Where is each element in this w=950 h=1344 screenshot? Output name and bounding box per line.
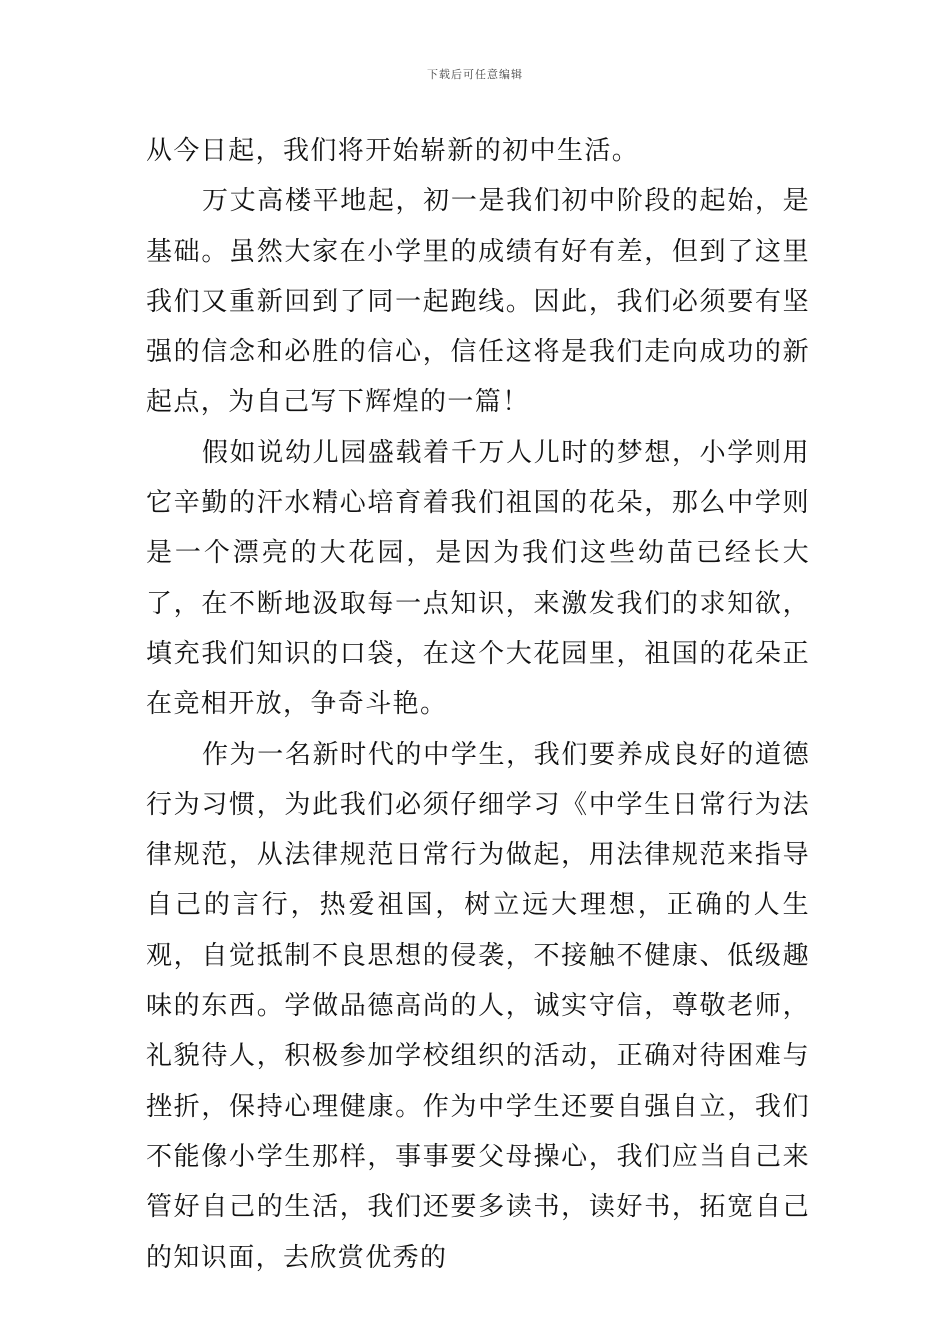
document-body bbox=[146, 126, 810, 1283]
paragraph-4: 作为一名新时代的中学生，我们要养成良好的道德行为习惯，为此我们必须仔细学习《中学生日常行为法律规范，从法律规范日常行为做起，用法律规范来指导自己的言行，热爱祖国，树立远大理想，正确的人生观，自觉抵制不良思想的侵袭，不接触不健康、低级趣味的东西。学做品德高尚的人，诚实守信，尊敬老师，礼貌待人，积极参加学校组织的活动，正确对待困难与挫折，保持心理健康。作为中学生还要自强自立，我们不能像小学生那样，事事要父母操心，我们应当自己来管好自己的生活，我们还要多读书，读好书，拓宽自己的知识面，去欣赏优秀的 bbox=[146, 739, 810, 1273]
paragraph-1: 从今日起，我们将开始崭新的初中生活。 bbox=[146, 136, 640, 166]
paragraph-3: 假如说幼儿园盛载着千万人儿时的梦想，小学则用它辛勤的汗水精心培育着我们祖国的花朵，那么中学则是一个漂亮的大花园，是因为我们这些幼苗已经长大了，在不断地汲取每一点知识，来激发我们的求知欲，填充我们知识的口袋，在这个大花园里，祖国的花朵正在竞相开放，争奇斗艳。 bbox=[146, 437, 810, 720]
paragraph-2: 万丈高楼平地起，初一是我们初中阶段的起始，是基础。虽然大家在小学里的成绩有好有差，但到了这里我们又重新回到了同一起跑线。因此，我们必须要有坚强的信念和必胜的信心，信任这将是我们走向成功的新起点，为自己写下辉煌的一篇！ bbox=[146, 186, 810, 418]
header-note: 下载后可任意编辑 bbox=[427, 68, 523, 81]
